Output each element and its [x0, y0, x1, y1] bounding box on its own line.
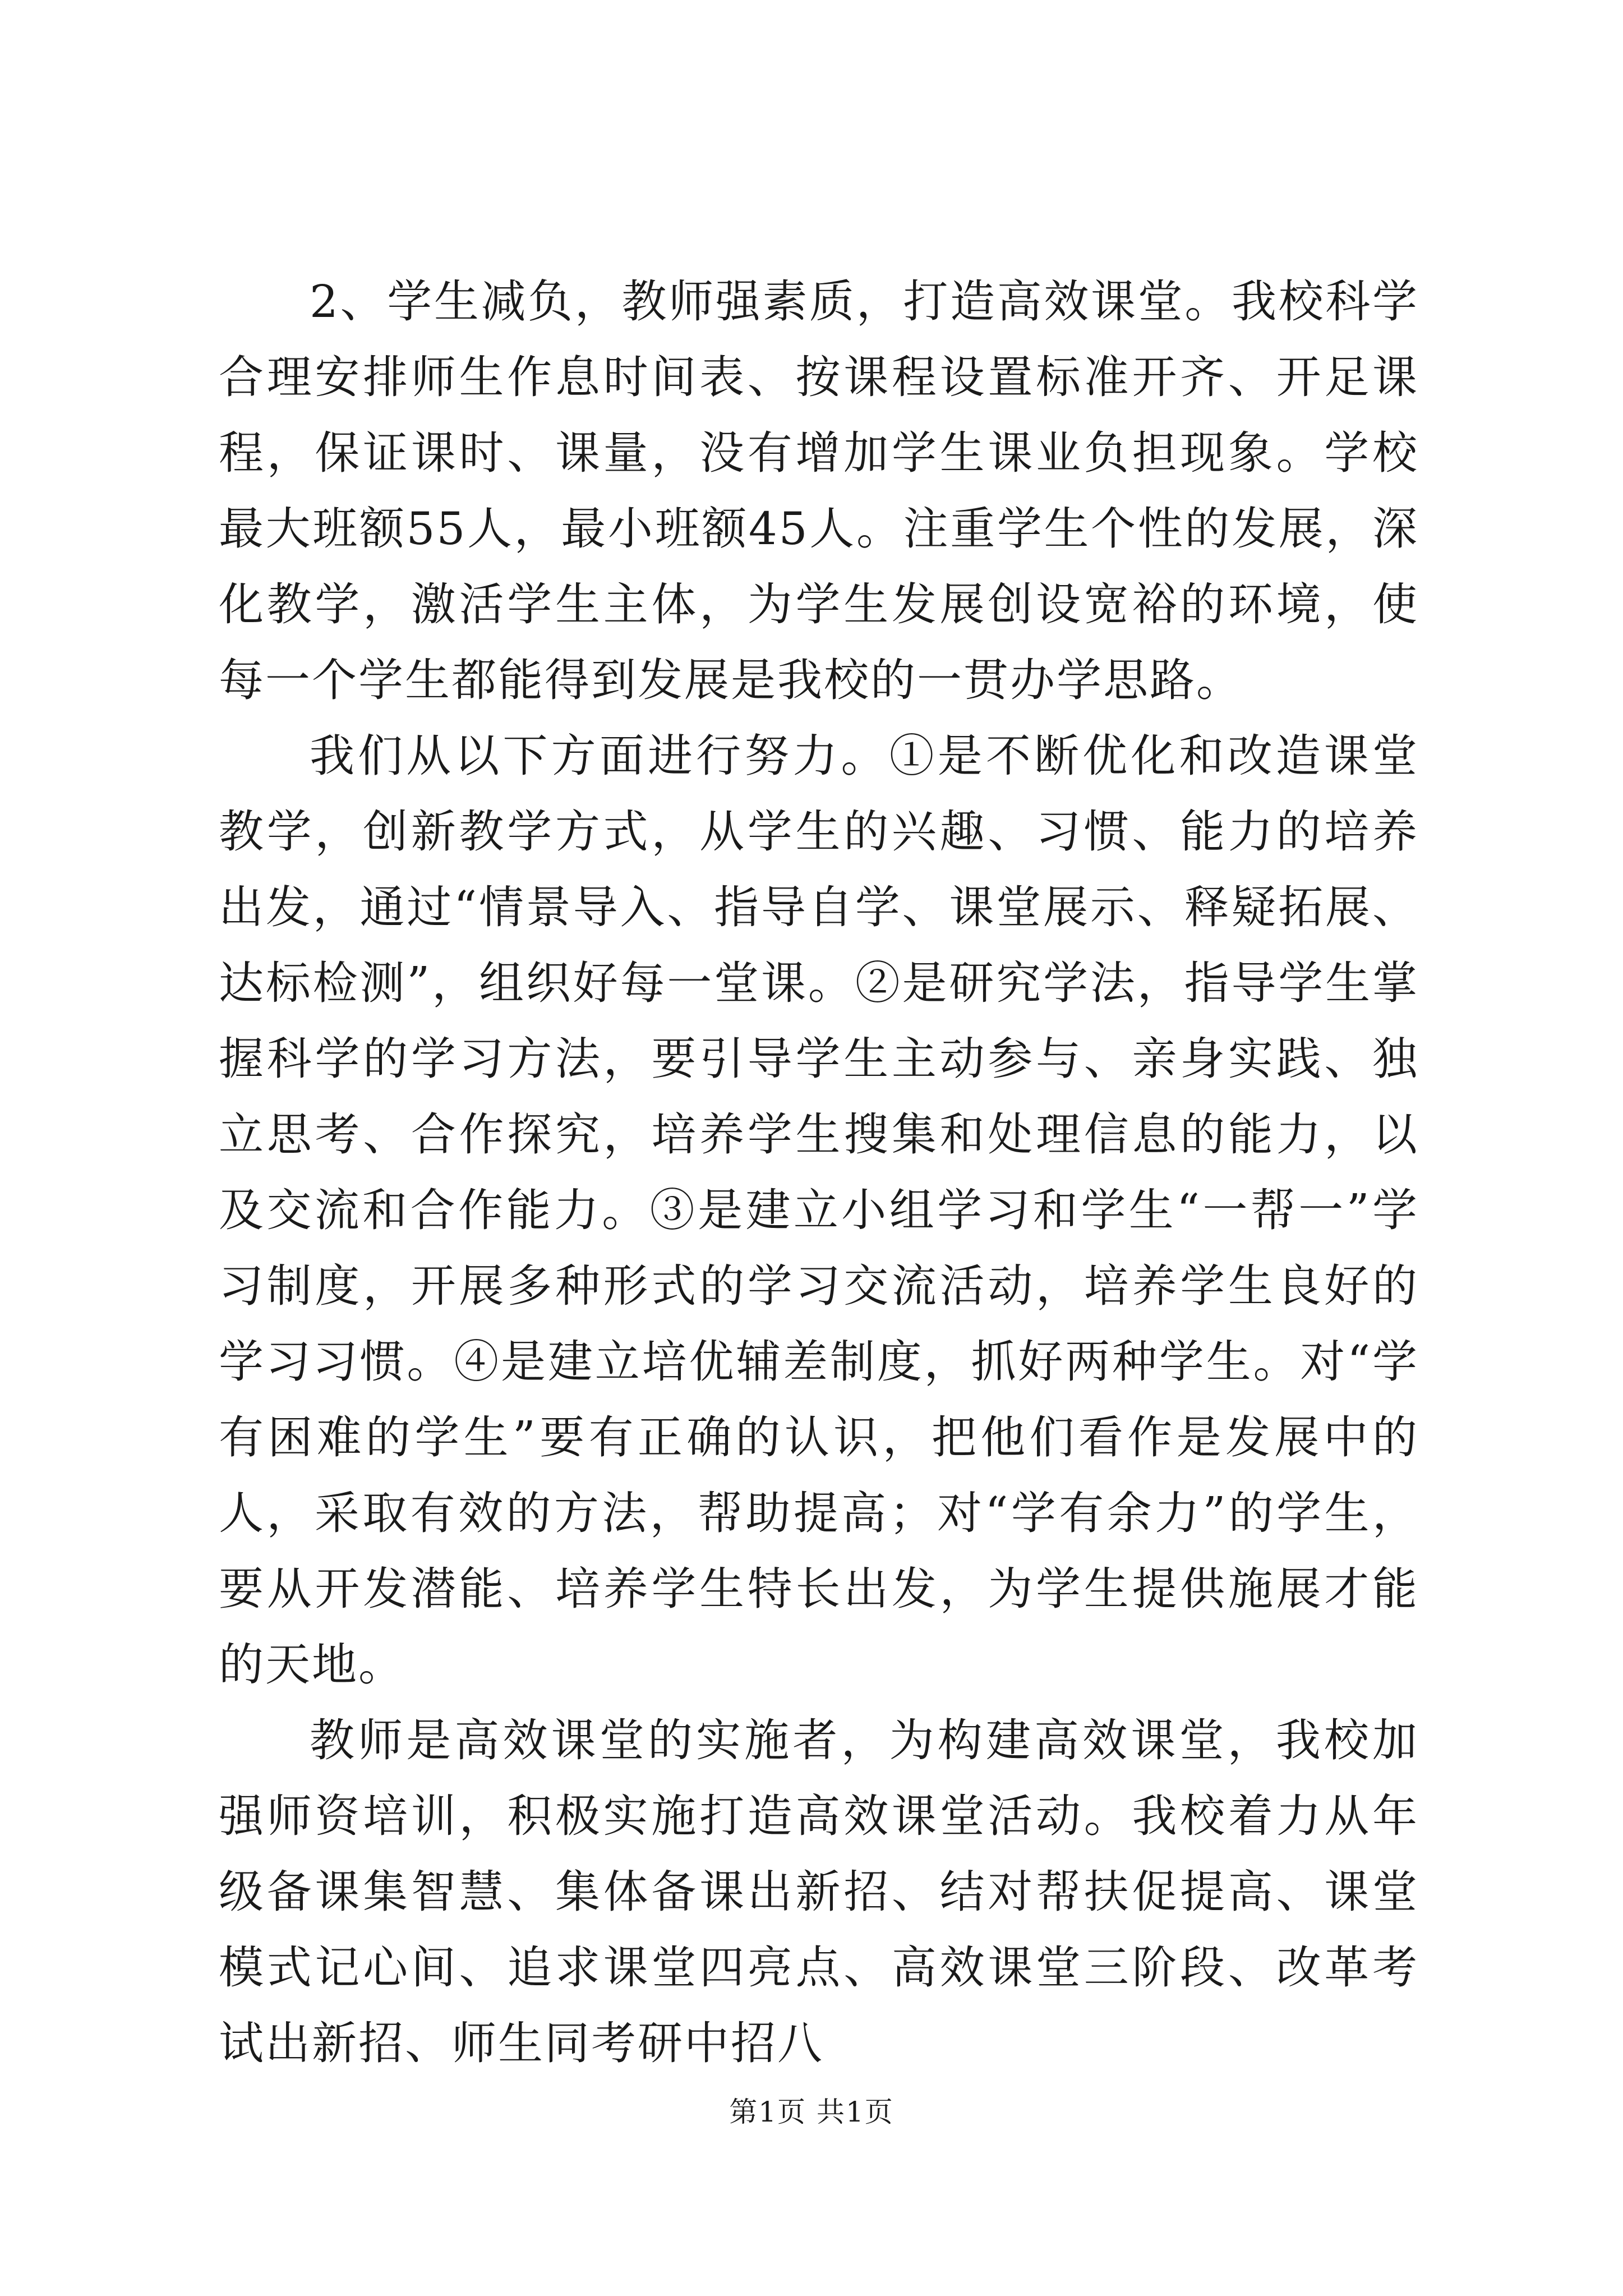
paragraph-1: 2、学生减负，教师强素质，打造高效课堂。我校科学合理安排师生作息时间表、按课程设置标准开齐、开足课程，保证课时、课量，没有增加学生课业负担现象。学校最大班额55人，最小班额45人。注重学生个性的发展，深化教学，激活学生主体，为学生发展创设宽裕的环境，使每一个学生都能得到发展是我校的一贯办学思路。: [219, 275, 1419, 706]
page-footer: 第1页 共1页: [729, 2096, 894, 2128]
paragraph-3: 教师是高效课堂的实施者，为构建高效课堂，我校加强师资培训，积极实施打造高效课堂活动。我校着力从年级备课集智慧、集体备课出新招、结对帮扶促提高、课堂模式记心间、追求课堂四亮点、高效课堂三阶段、改革考试出新招、师生同考研中招八: [219, 1714, 1419, 2069]
document-body: [219, 264, 1419, 2081]
paragraph-2: 我们从以下方面进行努力。①是不断优化和改造课堂教学，创新教学方式，从学生的兴趣、习惯、能力的培养出发，通过“情景导入、指导自学、课堂展示、释疑拓展、达标检测”，组织好每一堂课。②是研究学法，指导学生掌握科学的学习方法，要引导学生主动参与、亲身实践、独立思考、合作探究，培养学生搜集和处理信息的能力，以及交流和合作能力。③是建立小组学习和学生“一帮一”学习制度，开展多种形式的学习交流活动，培养学生良好的学习习惯。④是建立培优辅差制度，抓好两种学生。对“学有困难的学生”要有正确的认识，把他们看作是发展中的人，采取有效的方法，帮助提高；对“学有余力”的学生，要从开发潜能、培养学生特长出发，为学生提供施展才能的天地。: [219, 730, 1419, 1691]
